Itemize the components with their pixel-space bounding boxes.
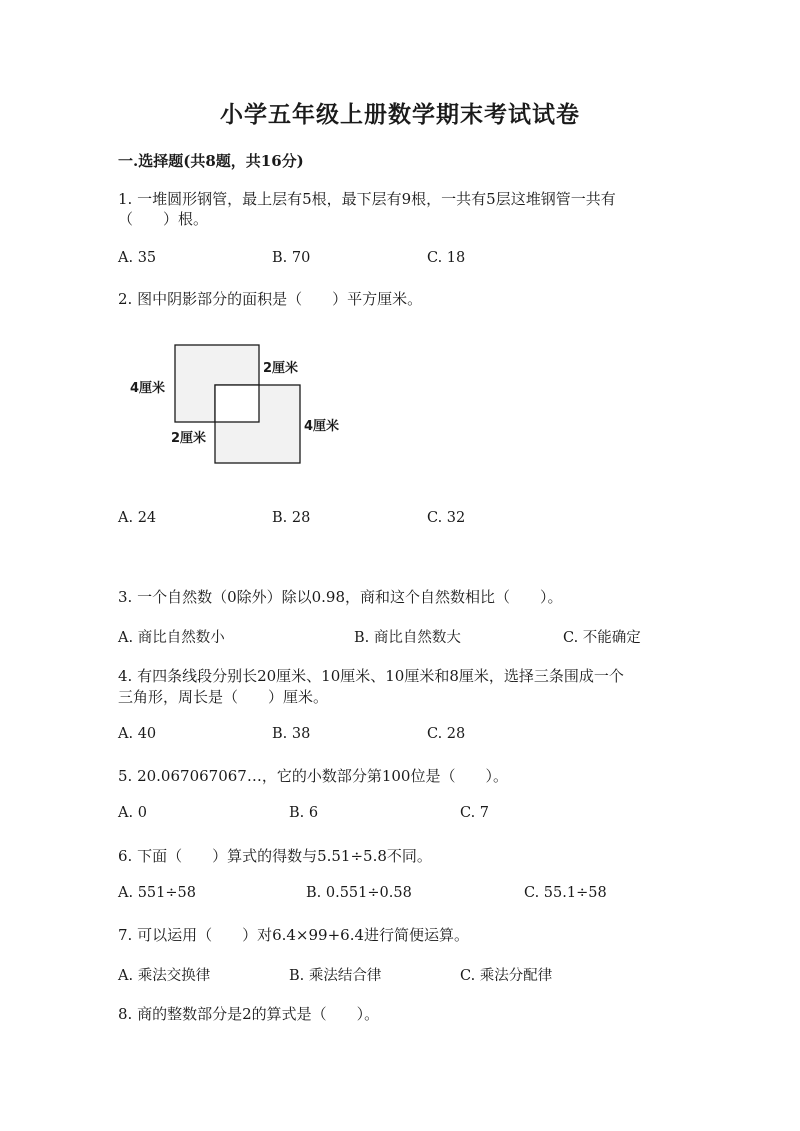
label-right: 4厘米 xyxy=(304,419,340,434)
label-bottom-left: 2厘米 xyxy=(171,431,207,446)
question-5-option-b: B. 6 xyxy=(289,805,319,821)
question-7-option-a: A. 乘法交换律 xyxy=(118,968,211,984)
question-3-text: 3. 一个自然数（0除外）除以0.98，商和这个自然数相比（ ）。 xyxy=(118,588,563,606)
question-5-option-a: A. 0 xyxy=(118,805,147,821)
question-2-option-a: A. 24 xyxy=(118,510,157,526)
question-4-option-a: A. 40 xyxy=(118,726,157,742)
question-6-option-b: B. 0.551÷0.58 xyxy=(306,885,412,901)
question-6-option-c: C. 55.1÷58 xyxy=(524,885,607,901)
question-3-option-c: C. 不能确定 xyxy=(563,630,641,646)
question-3-option-a: A. 商比自然数小 xyxy=(118,630,225,646)
question-4-text: 4. 有四条线段分别长20厘米、10厘米、10厘米和8厘米，选择三条围成一个 xyxy=(118,667,624,685)
question-6-text: 6. 下面（ ）算式的得数与5.51÷5.8不同。 xyxy=(118,847,432,865)
question-3-option-b: B. 商比自然数大 xyxy=(354,630,461,646)
label-left: 4厘米 xyxy=(130,381,166,396)
label-top-right: 2厘米 xyxy=(263,361,299,376)
question-2-option-b: B. 28 xyxy=(272,510,311,526)
question-5-text: 5. 20.067067067…，它的小数部分第100位是（ ）。 xyxy=(118,767,508,785)
question-1-option-b: B. 70 xyxy=(272,250,311,266)
question-1-option-a: A. 35 xyxy=(118,250,157,266)
question-1-text-cont: （ ）根。 xyxy=(118,210,209,228)
question-7-option-b: B. 乘法结合律 xyxy=(289,968,382,984)
question-8-text: 8. 商的整数部分是2的算式是（ ）。 xyxy=(118,1005,380,1023)
question-4-option-b: B. 38 xyxy=(272,726,311,742)
question-5-option-c: C. 7 xyxy=(460,805,490,821)
section-heading: 一.选择题(共8题，共16分) xyxy=(118,152,304,170)
question-2-text: 2. 图中阴影部分的面积是（ ）平方厘米。 xyxy=(118,290,423,308)
overlap-square xyxy=(215,385,259,422)
page-title: 小学五年级上册数学期末考试试卷 xyxy=(220,101,580,128)
question-7-option-c: C. 乘法分配律 xyxy=(460,968,553,984)
question-2-option-c: C. 32 xyxy=(427,510,466,526)
question-4-option-c: C. 28 xyxy=(427,726,466,742)
question-1-text: 1. 一堆圆形钢管，最上层有5根，最下层有9根，一共有5层这堆钢管一共有 xyxy=(118,190,616,208)
question-4-text-cont: 三角形，周长是（ ）厘米。 xyxy=(118,688,329,706)
question-7-text: 7. 可以运用（ ）对6.4×99+6.4进行简便运算。 xyxy=(118,926,470,944)
question-6-option-a: A. 551÷58 xyxy=(118,885,196,901)
question-2-figure xyxy=(118,330,378,480)
question-1-option-c: C. 18 xyxy=(427,250,466,266)
